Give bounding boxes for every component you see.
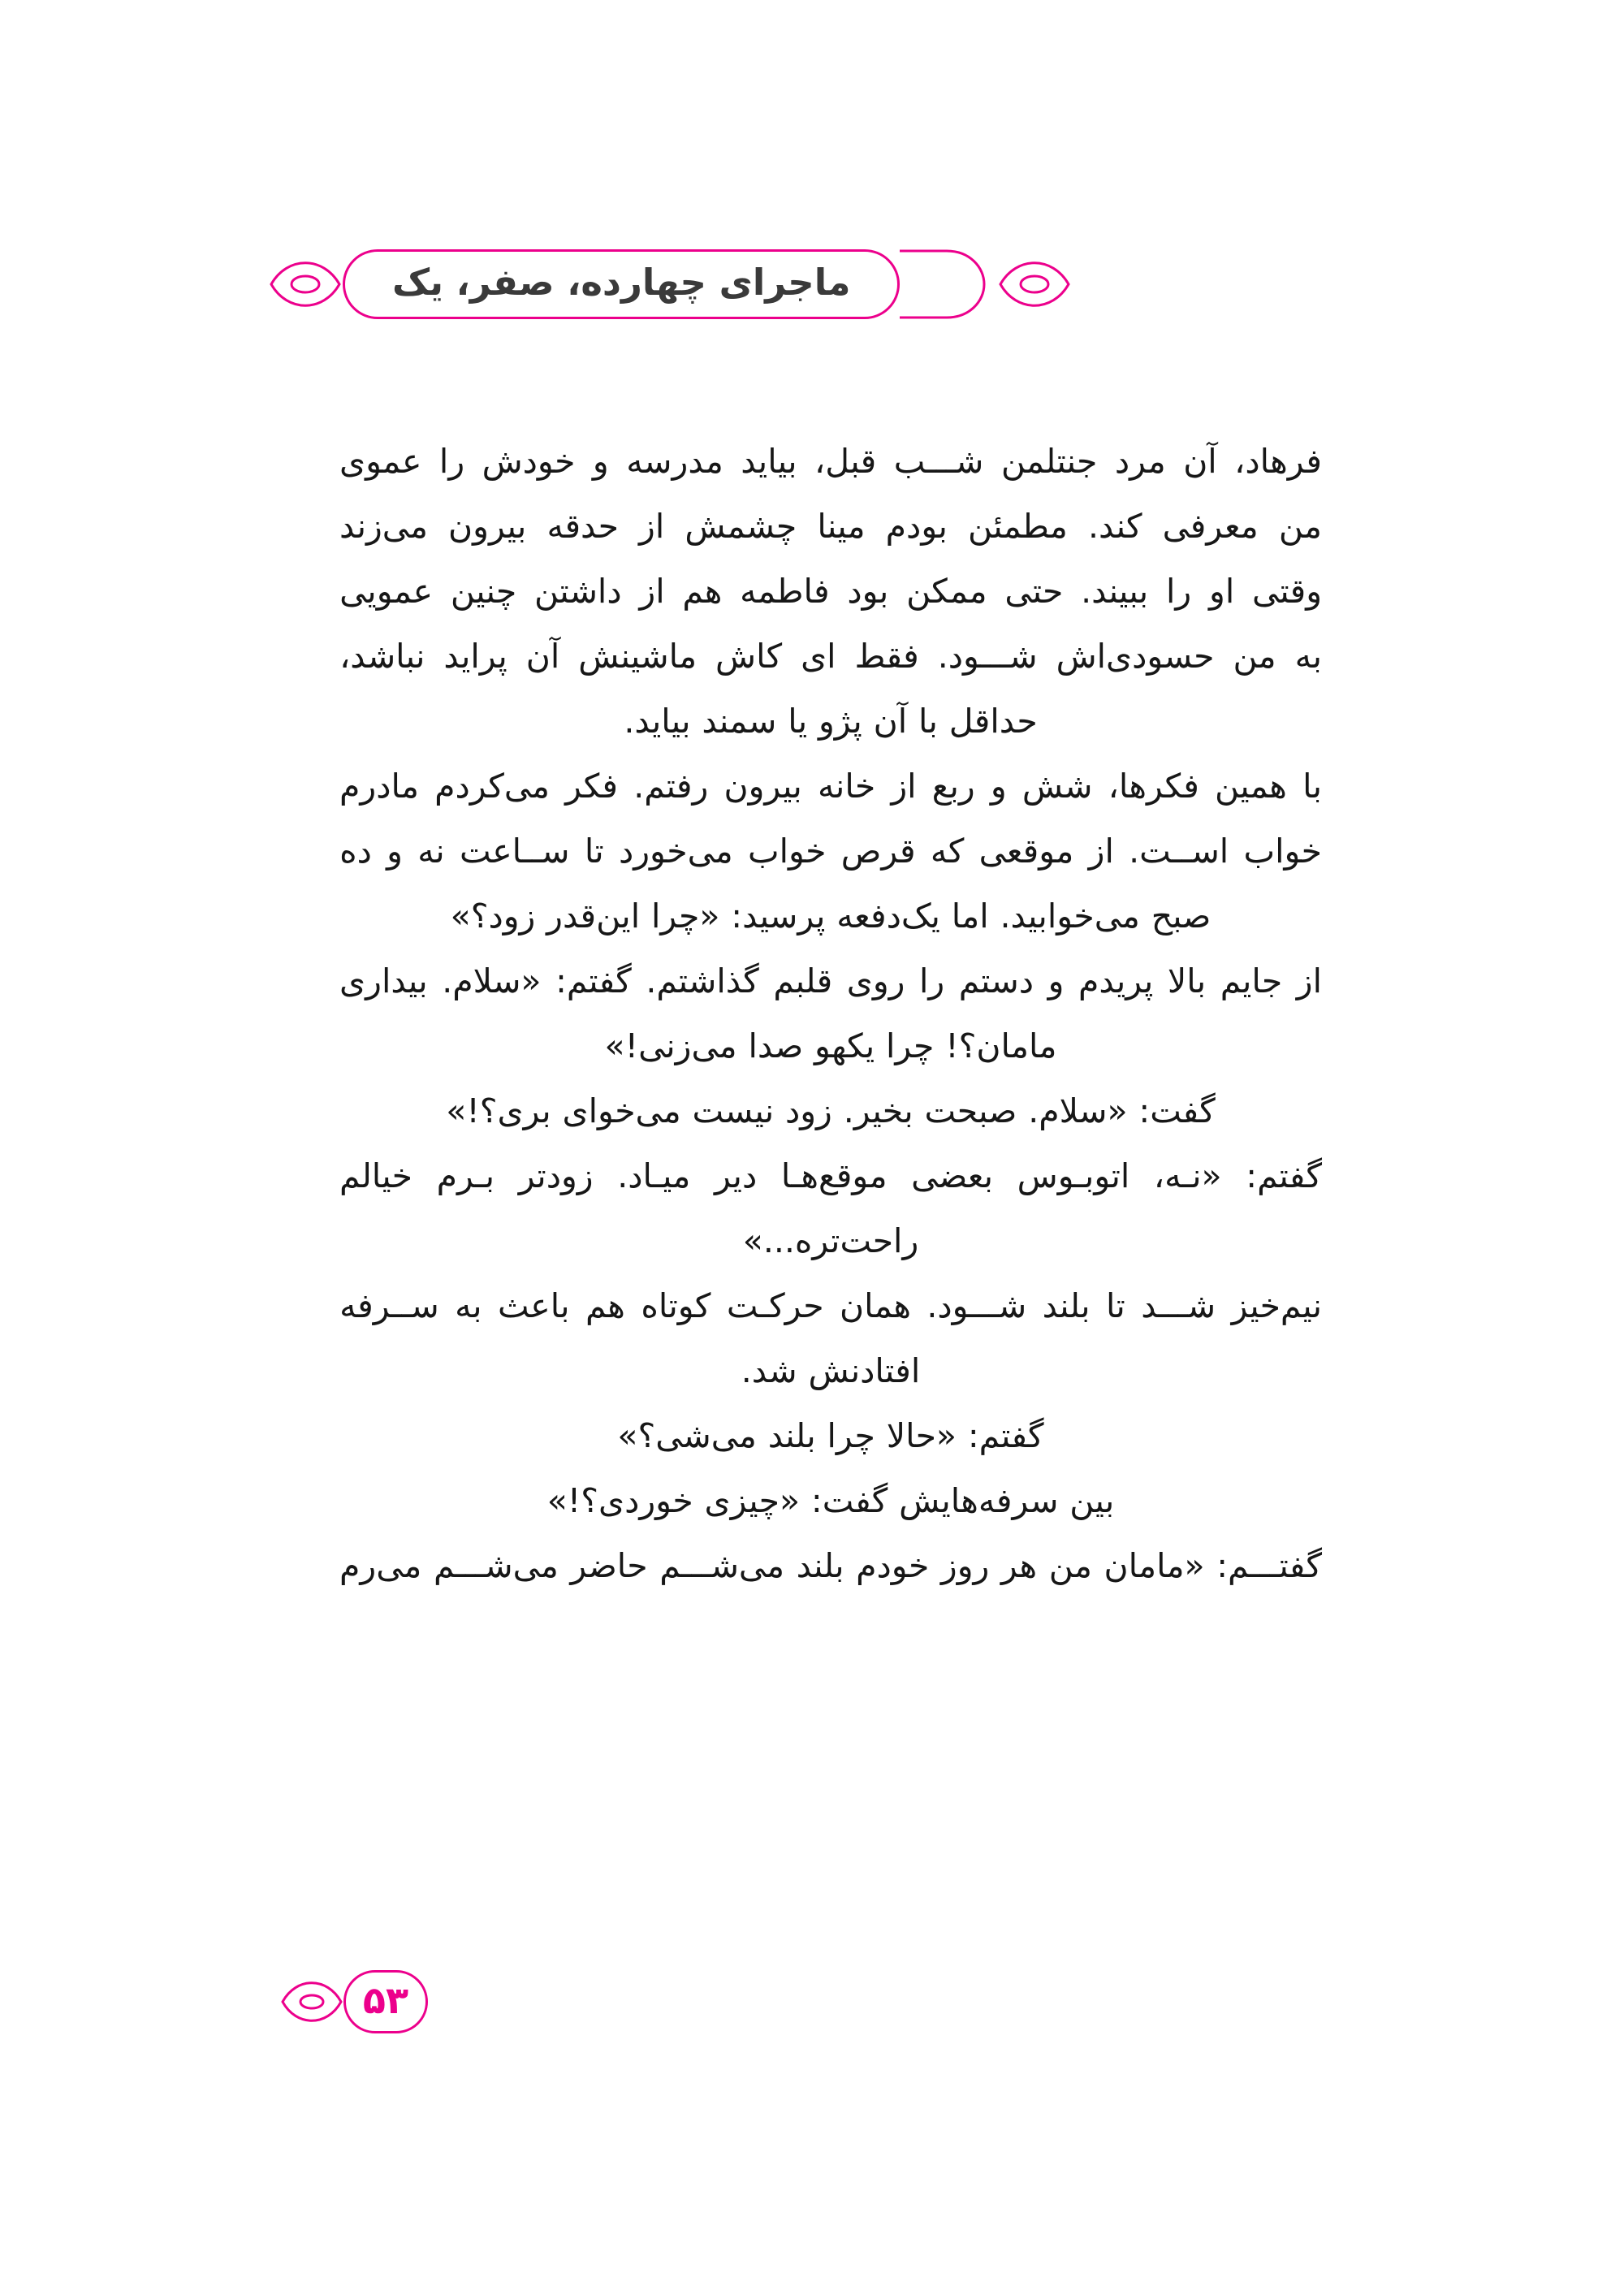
lens-eye-icon: [997, 249, 1072, 319]
paragraph: [339, 754, 1322, 949]
text-word: بیداری: [339, 962, 428, 1000]
text-word: رفتم.: [633, 767, 709, 806]
text-word: کند.: [1088, 507, 1142, 546]
text-word: اســت.: [1129, 832, 1229, 871]
text-word: از: [639, 507, 665, 546]
text-word: روز: [940, 1546, 990, 1585]
text-word: همان: [840, 1286, 911, 1325]
text-word: کوتاه: [641, 1286, 711, 1325]
text-word: را: [919, 962, 945, 1000]
text-line: [339, 559, 1322, 624]
text-word: فقط: [854, 637, 919, 676]
text-word: فکرها،: [1108, 767, 1199, 806]
text-word: از: [891, 767, 917, 806]
text-word: ای: [801, 637, 836, 676]
text-word: را: [1166, 572, 1192, 611]
chapter-title-frame: [343, 249, 900, 319]
text-line: [339, 429, 1322, 494]
paragraph: [339, 1403, 1322, 1468]
text-word: چنین: [450, 572, 517, 611]
text-word: که: [930, 832, 965, 871]
text-word: با: [1302, 767, 1322, 806]
text-word: خانه: [817, 767, 876, 806]
text-word: می‌شـــم: [659, 1546, 785, 1585]
text-word: از: [1088, 832, 1114, 871]
text-line: گفت: «سلام. صبحت بخیر. زود نیست می‌خوای بری؟!»: [446, 1091, 1216, 1130]
text-word: بودم: [885, 507, 948, 546]
text-word: شـــود.: [937, 637, 1038, 676]
page-number: ۵۳: [362, 1977, 409, 2022]
text-word: مرد: [1114, 442, 1166, 481]
text-line: [339, 1533, 1322, 1598]
text-word: شـــود.: [926, 1286, 1027, 1325]
text-word: حرکـت: [726, 1286, 824, 1325]
paragraph: [339, 1468, 1322, 1533]
text-word: جایم: [1220, 962, 1283, 1000]
text-word: می‌زند: [339, 507, 428, 546]
text-line: [339, 754, 1322, 819]
text-word: می‌رم: [339, 1546, 422, 1585]
paragraph: [339, 1533, 1322, 1598]
text-word: زودتر: [518, 1156, 594, 1195]
paragraph: [339, 1143, 1322, 1273]
header-tail-ornament: [900, 249, 997, 319]
text-word: آن: [1183, 442, 1217, 481]
text-word: ده: [339, 832, 372, 871]
text-word: ســرفه: [339, 1286, 439, 1325]
text-word: بلند: [796, 1546, 844, 1585]
text-word: معرفی: [1162, 507, 1259, 546]
text-word: گفتم:: [555, 962, 632, 1000]
text-word: مدرسه: [626, 442, 723, 481]
text-word: روی: [846, 962, 905, 1000]
text-word: وقتی: [1252, 572, 1322, 611]
text-word: ربع: [931, 767, 975, 806]
text-word: ببیند.: [1081, 572, 1149, 611]
text-word: خودش: [482, 442, 576, 481]
text-line: راحت‌تره...»: [742, 1221, 919, 1260]
text-word: قبل،: [814, 442, 877, 481]
text-word: و: [1047, 962, 1065, 1000]
text-word: و: [990, 767, 1007, 806]
text-word: خودم: [856, 1546, 930, 1585]
text-word: بـرم: [436, 1156, 495, 1195]
text-word: دیر: [714, 1156, 758, 1195]
text-word: گفتم:: [1246, 1156, 1322, 1195]
text-word: «نـه،: [1153, 1156, 1222, 1195]
text-line: بین سرفه‌هایش گفت: «چیزی خوردی؟!»: [546, 1481, 1115, 1520]
page-body: [339, 429, 1322, 1598]
page-number-frame: [343, 1970, 428, 2033]
text-word: شش: [1021, 767, 1093, 806]
text-word: خیالم: [339, 1156, 413, 1195]
text-word: هر: [1000, 1546, 1038, 1585]
text-word: می‌خورد: [619, 832, 733, 871]
text-word: حاضر: [570, 1546, 648, 1585]
text-word: و: [592, 442, 609, 481]
text-word: ســاعت: [459, 832, 570, 871]
text-word: تا: [1105, 1286, 1125, 1325]
text-line: افتادنش شد.: [741, 1351, 921, 1390]
text-word: و: [387, 832, 403, 871]
text-word: عموی: [339, 442, 422, 481]
lens-eye-icon: [280, 1972, 343, 2032]
text-word: مینا: [817, 507, 866, 546]
text-word: هم: [682, 572, 723, 611]
text-word: پراید: [443, 637, 508, 676]
paragraph: [339, 949, 1322, 1078]
text-line: گفتم: «حالا چرا بلند می‌شی؟»: [617, 1416, 1044, 1455]
text-word: بیرون: [723, 767, 802, 806]
text-line: صبح می‌خوابید. اما یک‌دفعه پرسید: «چرا این‌قدر زود؟»: [450, 897, 1212, 936]
text-word: از: [639, 572, 665, 611]
text-word: نه: [417, 832, 445, 871]
text-word: به: [1294, 637, 1322, 676]
paragraph: [339, 1273, 1322, 1403]
text-word: مطمئن: [968, 507, 1068, 546]
text-word: من: [1278, 507, 1322, 546]
text-line: [339, 1273, 1322, 1338]
text-word: خواب: [748, 832, 827, 871]
text-word: عمویی: [339, 572, 434, 611]
lens-eye-icon: [268, 249, 343, 319]
text-word: بعضی: [911, 1156, 994, 1195]
text-word: حتی: [1004, 572, 1064, 611]
text-word: گذاشتم.: [646, 962, 759, 1000]
text-word: گفتـــم:: [1216, 1546, 1322, 1585]
text-word: بالا: [1167, 962, 1207, 1000]
text-word: چشمش: [685, 507, 797, 546]
text-word: موقع‌هـا: [780, 1156, 888, 1195]
text-line: حداقل با آن پژو یا سمند بیاید.: [624, 702, 1038, 741]
text-word: مادرم: [339, 767, 419, 806]
text-word: «مامان: [1104, 1546, 1205, 1585]
text-word: میـاد.: [617, 1156, 691, 1195]
text-word: بیاید: [741, 442, 797, 481]
page-footer: [280, 1957, 409, 2046]
text-word: فرهاد،: [1234, 442, 1322, 481]
text-word: ماشینش: [578, 637, 698, 676]
text-line: مامان؟! چرا یکهو صدا می‌زنی!»: [604, 1026, 1057, 1065]
text-word: دستم: [958, 962, 1034, 1000]
text-word: فکر: [565, 767, 619, 806]
text-word: نیم‌خیز: [1231, 1286, 1322, 1325]
text-word: می‌کردم: [434, 767, 551, 806]
text-word: باعث: [497, 1286, 570, 1325]
text-word: بیرون: [448, 507, 527, 546]
text-line: [339, 819, 1322, 884]
text-word: شـــد: [1141, 1286, 1216, 1325]
text-word: بلند: [1042, 1286, 1091, 1325]
text-word: هم: [585, 1286, 625, 1325]
text-word: شـــب: [893, 442, 984, 481]
text-word: قلبم: [773, 962, 833, 1000]
text-line: [339, 949, 1322, 1013]
text-word: آن: [525, 637, 560, 676]
text-word: می‌شـــم: [433, 1546, 559, 1585]
text-word: «سلام.: [442, 962, 542, 1000]
paragraph: [339, 1078, 1322, 1143]
text-word: موقعی: [978, 832, 1074, 871]
text-word: پریدم: [1078, 962, 1154, 1000]
text-word: فاطمه: [740, 572, 830, 611]
text-word: حسودی‌اش: [1056, 637, 1215, 676]
text-word: من: [1233, 637, 1276, 676]
text-word: او: [1209, 572, 1235, 611]
text-word: من: [1048, 1546, 1092, 1585]
text-word: را: [438, 442, 465, 481]
text-word: بود: [847, 572, 889, 611]
text-word: تا: [584, 832, 604, 871]
text-word: اتوبـوس: [1017, 1156, 1130, 1195]
paragraph: [339, 429, 1322, 754]
text-word: داشتن: [534, 572, 622, 611]
text-word: به: [455, 1286, 482, 1325]
text-word: از: [1296, 962, 1322, 1000]
text-word: کاش: [715, 637, 783, 676]
text-word: همین: [1215, 767, 1287, 806]
text-line: [339, 1143, 1322, 1208]
text-line: [339, 494, 1322, 559]
text-word: جنتلمن: [1000, 442, 1098, 481]
chapter-title: ماجرای چهارده، صفر، یک: [392, 260, 851, 304]
chapter-header: [268, 236, 1356, 333]
text-word: قرص: [840, 832, 916, 871]
text-word: ممکن: [906, 572, 987, 611]
text-word: خواب: [1243, 832, 1322, 871]
text-line: [339, 624, 1322, 689]
text-word: حدقه: [546, 507, 619, 546]
text-word: نباشد،: [339, 637, 425, 676]
